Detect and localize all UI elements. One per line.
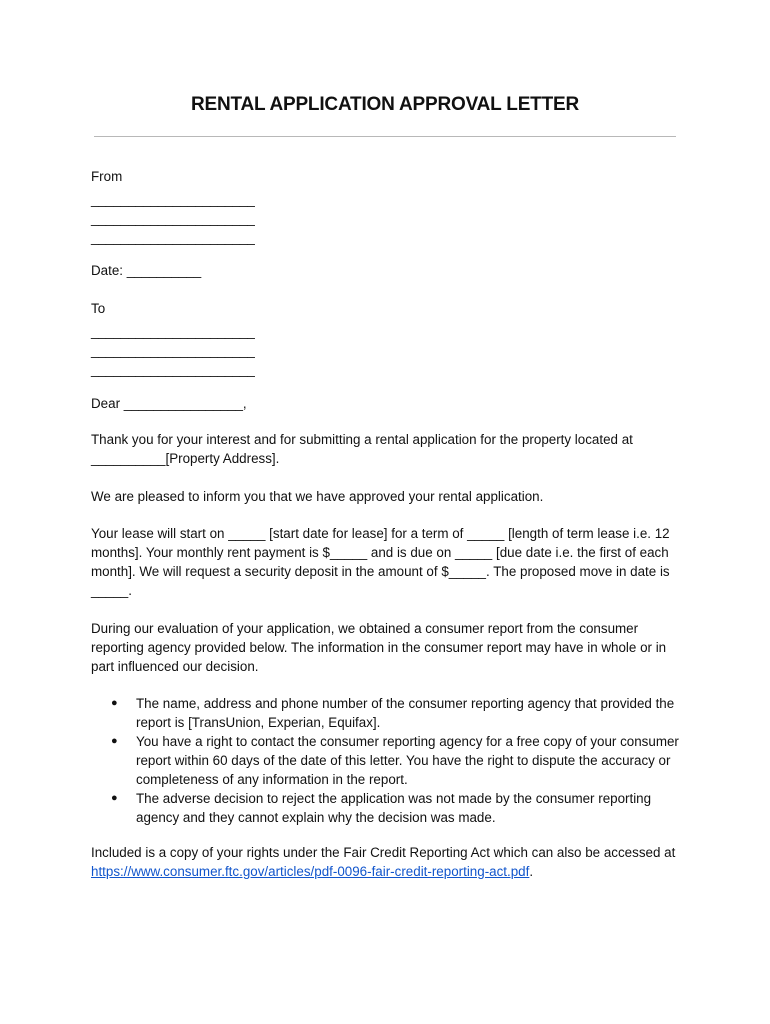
- to-label: To: [91, 301, 106, 316]
- list-item-text: The adverse decision to reject the application was not made by the consumer reporting agency and they cannot explain why the decision was made.: [136, 791, 652, 825]
- salutation: Dear ________________,: [91, 396, 247, 411]
- title-divider: [94, 136, 676, 137]
- from-line-2: ______________________: [91, 211, 255, 226]
- from-line-3: ______________________: [91, 230, 255, 245]
- paragraph-lease-terms: Your lease will start on _____ [start date for lease] for a term of _____ [length of term lease i.e. 12 months]. Your monthly rent payment is $_____ and is due on _____ [due date i.e. the first of each month]. We will request a security deposit in the amount of $_____. The proposed move in date is _____.: [91, 526, 670, 598]
- list-item: [91, 789, 683, 827]
- list-item-text: You have a right to contact the consumer reporting agency for a free copy of your consumer report within 60 days of the date of this letter. You have the right to dispute the accuracy or completeness of any information in the report.: [136, 734, 679, 787]
- bullet-icon: ●: [111, 697, 118, 709]
- to-line-1: ______________________: [91, 324, 255, 339]
- paragraph-fcra: [91, 843, 683, 881]
- rights-list: [91, 694, 683, 827]
- paragraph-approval: We are pleased to inform you that we have approved your rental application.: [91, 489, 544, 504]
- bullet-icon: ●: [111, 792, 118, 804]
- list-item: [91, 732, 683, 789]
- from-label: From: [91, 169, 123, 184]
- paragraph-consumer-report: During our evaluation of your application, we obtained a consumer report from the consumer reporting agency provided below. The information in the consumer report may have in whole or in part influenced our decision.: [91, 621, 667, 674]
- bullet-icon: ●: [111, 735, 118, 747]
- document-title: RENTAL APPLICATION APPROVAL LETTER: [191, 94, 579, 115]
- to-line-3: ______________________: [91, 362, 255, 377]
- fcra-link[interactable]: https://www.consumer.ftc.gov/articles/pdf-0096-fair-credit-reporting-act.pdf: [91, 864, 530, 879]
- date-line: Date: __________: [91, 263, 202, 278]
- list-item: [91, 694, 683, 732]
- fcra-period: .: [529, 864, 534, 879]
- to-line-2: ______________________: [91, 343, 255, 358]
- from-line-1: ______________________: [91, 192, 255, 207]
- list-item-text: The name, address and phone number of the consumer reporting agency that provided the report is [TransUnion, Experian, Equifax].: [136, 696, 675, 730]
- paragraph-intro: Thank you for your interest and for submitting a rental application for the property located at __________[Property Address].: [91, 432, 633, 466]
- fcra-text: Included is a copy of your rights under the Fair Credit Reporting Act which can also be accessed at: [91, 845, 676, 860]
